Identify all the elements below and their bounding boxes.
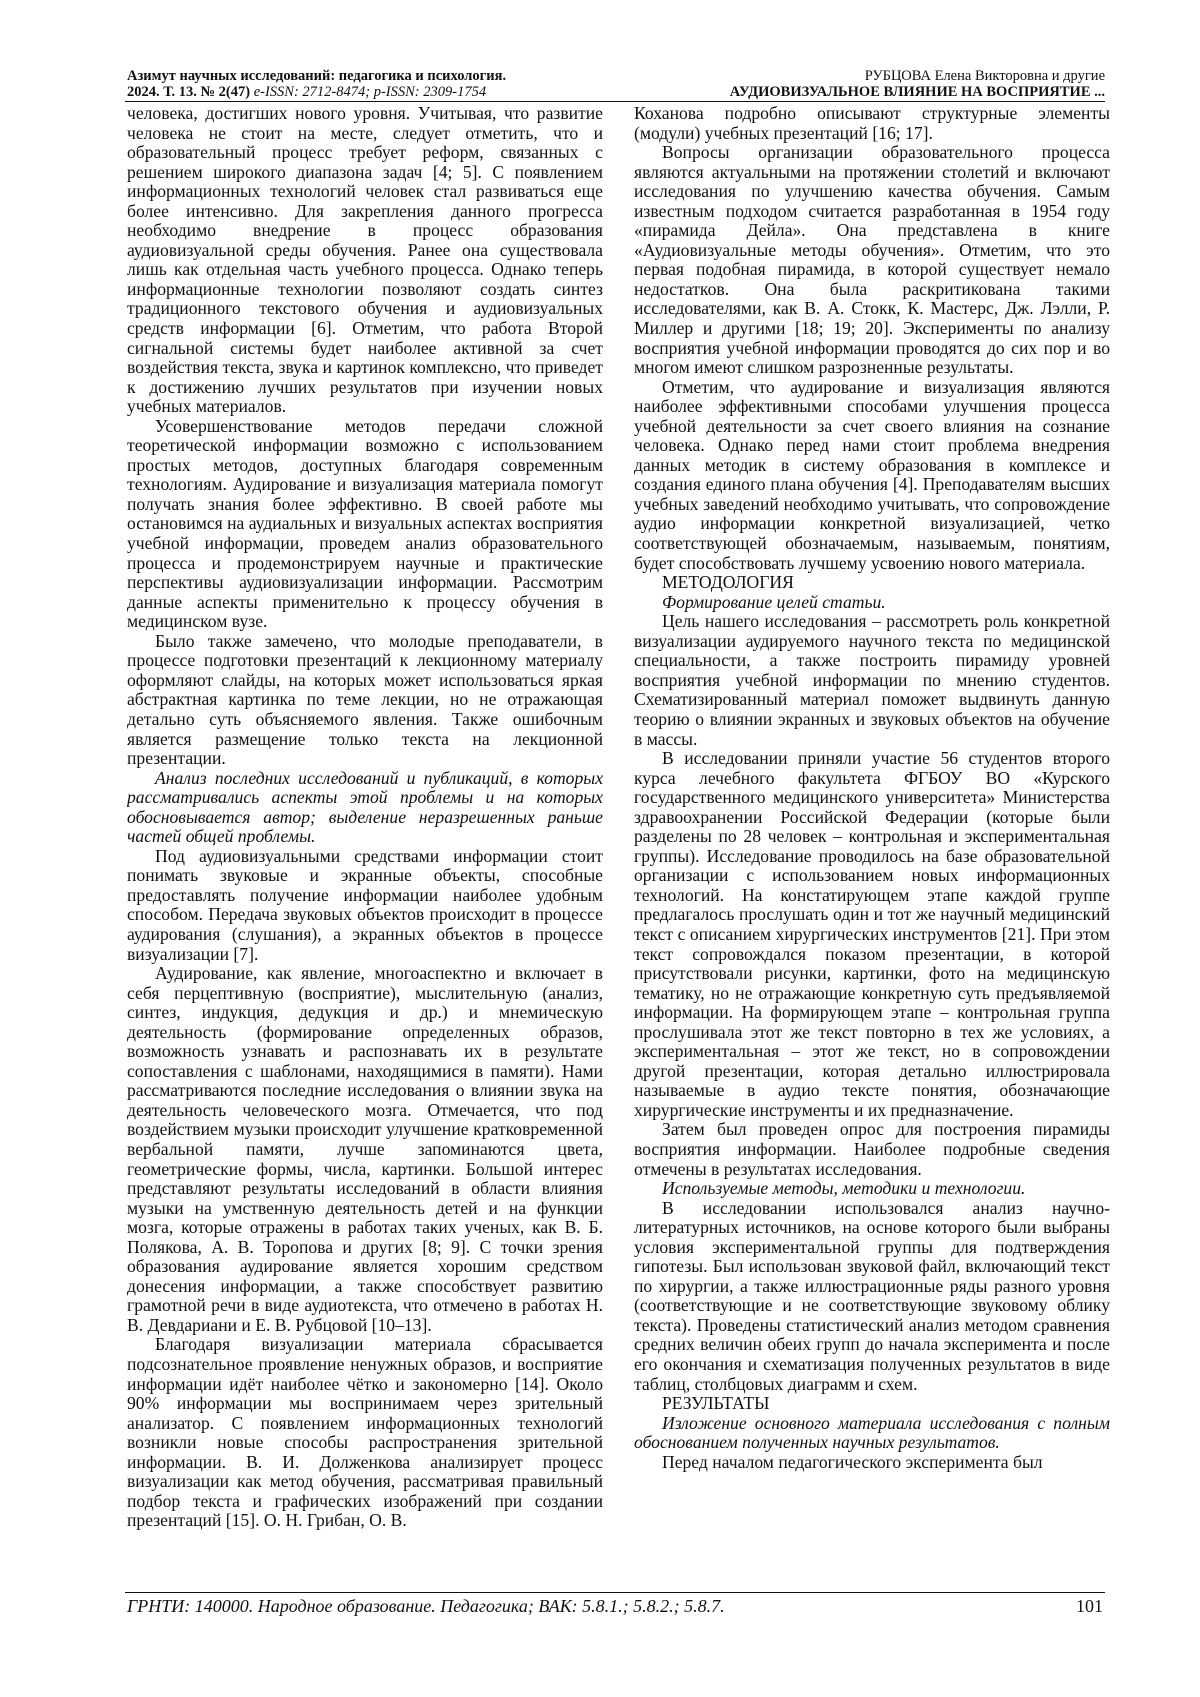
right-text-column — [634, 104, 1110, 1594]
header-rule — [125, 101, 1105, 102]
paragraph: Аудирование, как явление, многоаспектно и включает в себя перцептивную (восприятие), мыслительную (анализ, синтез, индукция, дедукция и др.) и мнемическую деятельность (формирование определенных образов, возможность узнавать и распознавать их в результате сопоставления с шаблонами, находящимися в памяти). Нами рассматриваются последние исследования о влиянии звука на деятельность человеческого мозга. Отмечается, что под воздействием музыки происходит улучшение кратковременной вербальной памяти, лучше запоминаются цвета, геометрические формы, числа, картинки. Большой интерес представляют результаты исследований в области влияния музыки на умственную деятельность детей и на функции мозга, которые отражены в работах таких ученых, как В. Б. Полякова, А. В. Торопова и других [8; 9]. С точки зрения образования аудирование является хорошим средством донесения информации, а также способствует развитию грамотной речи в виде аудиотекста, что отмечено в работах Н. В. Девдариани и Е. В. Рубцовой [10–13]. — [127, 963, 603, 1335]
paragraph: Под аудиовизуальными средствами информации стоит понимать звуковые и экранные объекты, способные предоставлять получение информации наиболее удобным способом. Передача звуковых объектов происходит в процессе аудирования (слушания), а экранных объектов в процессе визуализации [7]. — [127, 845, 603, 964]
section-heading: РЕЗУЛЬТАТЫ — [662, 1393, 770, 1414]
paragraph: В исследовании приняли участие 56 студентов второго курса лечебного факультета ФГБОУ ВО «Курского государственного медицинского университета» Министерства здравоохранении Российской Федерации (которые были разделены по 28 человек – контрольная и экспериментальная группы). Исследование проводилось на базе образовательной организации с использованием новых информационных технологий. На констатирующем этапе каждой группе предлагалось прослушать один и тот же научный медицинский текст с описанием хирургических инструментов [21]. При этом текст сопровождался показом презентации, в которой присутствовали рисунки, картинки, фото на медицинскую тематику, но не отражающие конкретную суть предъявляемой информации. На формирующем этапе – контрольная группа прослушивала этот же текст повторно в тех же условиях, а экспериментальная – этот же текст, но в сопровождении другой презентации, которая детально иллюстрировала называемые в аудио тексте понятия, обозначающие хирургические инструменты и их предназначение. — [634, 748, 1110, 1120]
paragraph: Вопросы организации образовательного процесса являются актуальными на протяжении столетий и включают исследования по улучшению качества обучения. Самым известным подходом считается разработанная в 1954 году «пирамида Дейла». Она представлена в книге «Аудиовизуальные методы обучения». Отметим, что это первая подобная пирамида, в которой существует немало недостатков. Она была раскритикована такими исследователями, как В. А. Стокк, К. Мастерс, Дж. Лэлли, Р. Миллер и другими [18; 19; 20]. Эксперименты по анализу восприятия учебной информации проводятся до сих пор и во многом имеют слишком разрозненные результаты. — [634, 142, 1110, 378]
paragraph: Отметим, что аудирование и визуализация являются наиболее эффективными способами улучшения процесса учебной деятельности за счет своего влияния на сознание человека. Однако перед нами стоит проблема внедрения данных методик в систему образования в комплексе и создания единого плана обучения [4]. Преподавателям высших учебных заведений необходимо учитывать, что сопровождение аудио информации конкретной визуализацией, четко соответствующей обозначаемым, называемым, понятиям, будет способствовать лучшему усвоению нового материала. — [634, 376, 1110, 573]
italic-subheading: Используемые методы, методики и технологии. — [662, 1178, 1026, 1199]
paragraph: Благодаря визуализации материала сбрасывается подсознательное проявление ненужных образов, и восприятие информации идёт наиболее чётко и закономерно [14]. Около 90% информации мы воспринимаем через зрительный анализатор. С появлением информационных технологий возникли новые способы распространения зрительной информации. В. И. Долженкова анализирует процесс визуализации как метод обучения, рассматривая правильный подбор текста и графических изображений при создании презентаций [15]. О. Н. Грибан, О. В. — [127, 1334, 603, 1531]
paragraph: человека, достигших нового уровня. Учитывая, что развитие человека не стоит на месте, следует отметить, что и образовательный процесс требует реформ, связанных с решением широкого диапазона задач [4; 5]. С появлением информационных технологий человек стал развиваться еще более интенсивно. Для закрепления данного прогресса необходимо внедрение в процесс образования аудиовизуальной среды обучения. Ранее она существовала лишь как отдельная часть учебного процесса. Однако теперь информационные технологии позволяют создать синтез традиционного текстового обучения и аудиовизуальных средств информации [6]. Отметим, что работа Второй сигнальной системы будет наиболее активной за счет воздействия текста, звука и картинок комплексно, что приведет к достижению лучших результатов при изучении новых учебных материалов. — [127, 104, 603, 417]
running-header-left — [127, 68, 647, 100]
header-article-title: АУДИОВИЗУАЛЬНОЕ ВЛИЯНИЕ НА ВОСПРИЯТИЕ ... — [729, 84, 1105, 100]
running-header-right — [585, 68, 1105, 100]
footer-classification: ГРНТИ: 140000. Народное образование. Педагогика; ВАК: 5.8.1.; 5.8.2.; 5.8.7. — [127, 1596, 725, 1616]
paragraph: Затем был проведен опрос для построения пирамиды восприятия информации. Наиболее подробные сведения отмечены в результатах исследования. — [634, 1119, 1110, 1179]
page-number: 101 — [1076, 1596, 1103, 1616]
journal-issn: e-ISSN: 2712-8474; p-ISSN: 2309-1754 — [253, 84, 487, 100]
paragraph: Цель нашего исследования – рассмотреть роль конкретной визуализации аудируемого научного текста по медицинской специальности, а также построить пирамиду уровней восприятия учебной информации по мнению студентов. Схематизированный материал поможет выдвинуть данную теорию о влиянии экранных и звуковых объектов на обучение в массы. — [634, 611, 1110, 749]
footer-rule — [125, 1592, 1105, 1593]
paragraph: Было также замечено, что молодые преподаватели, в процессе подготовки презентаций к лекционному материалу оформляют слайды, на которых может использоваться яркая абстрактная картинка по теме лекции, но не отражающая детально суть объясняемого явления. Также ошибочным является размещение только текста на лекционной презентации. — [127, 630, 603, 769]
paragraph: Перед началом педагогического эксперимента был — [662, 1451, 1043, 1472]
section-heading: МЕТОДОЛОГИЯ — [662, 572, 794, 593]
paragraph: Коханова подробно описывают структурные элементы (модули) учебных презентаций [16; 17]. — [634, 104, 1110, 143]
italic-subheading: Анализ последних исследований и публикаций, в которых рассматривались аспекты этой проблемы и на которых обосновывается автор; выделение неразрешенных раньше частей общей проблемы. — [127, 767, 603, 847]
journal-volume: 2024. Т. 13. № 2(47) — [127, 84, 251, 100]
paragraph: Усовершенствование методов передачи сложной теоретической информации возможно с использованием простых методов, доступных благодаря современным технологиям. Аудирование и визуализация материала помогут получать знания более эффективно. В своей работе мы остановимся на аудиальных и визуальных аспектах восприятия учебной информации, проведем анализ образовательного процесса и продемонстрируем научные и практические перспективы аудиовизуализации информации. Рассмотрим данные аспекты применительно к процессу обучения в медицинском вузе. — [127, 415, 603, 632]
italic-subheading: Изложение основного материала исследования с полным обоснованием полученных научных результатов. — [634, 1412, 1110, 1453]
left-text-column — [127, 104, 603, 1594]
header-authors: РУБЦОВА Елена Викторовна и другие — [864, 68, 1105, 84]
italic-subheading: Формирование целей статьи. — [662, 591, 886, 612]
paragraph: В исследовании использовался анализ научно-литературных источников, на основе которого были выбраны условия экспериментальной группы для подтверждения гипотезы. Был использован звуковой файл, включающий текст по хирургии, а также иллюстрационные ряды разного уровня (соответствующие и не соответствующие звуковому облику текста). Проведены статистический анализ методом сравнения средних величин обеих групп до начала эксперимента и после его окончания и схематизация полученных результатов в виде таблиц, столбцовых диаграмм и схем. — [634, 1197, 1110, 1394]
journal-name: Азимут научных исследований: педагогика и психология. — [127, 68, 507, 84]
